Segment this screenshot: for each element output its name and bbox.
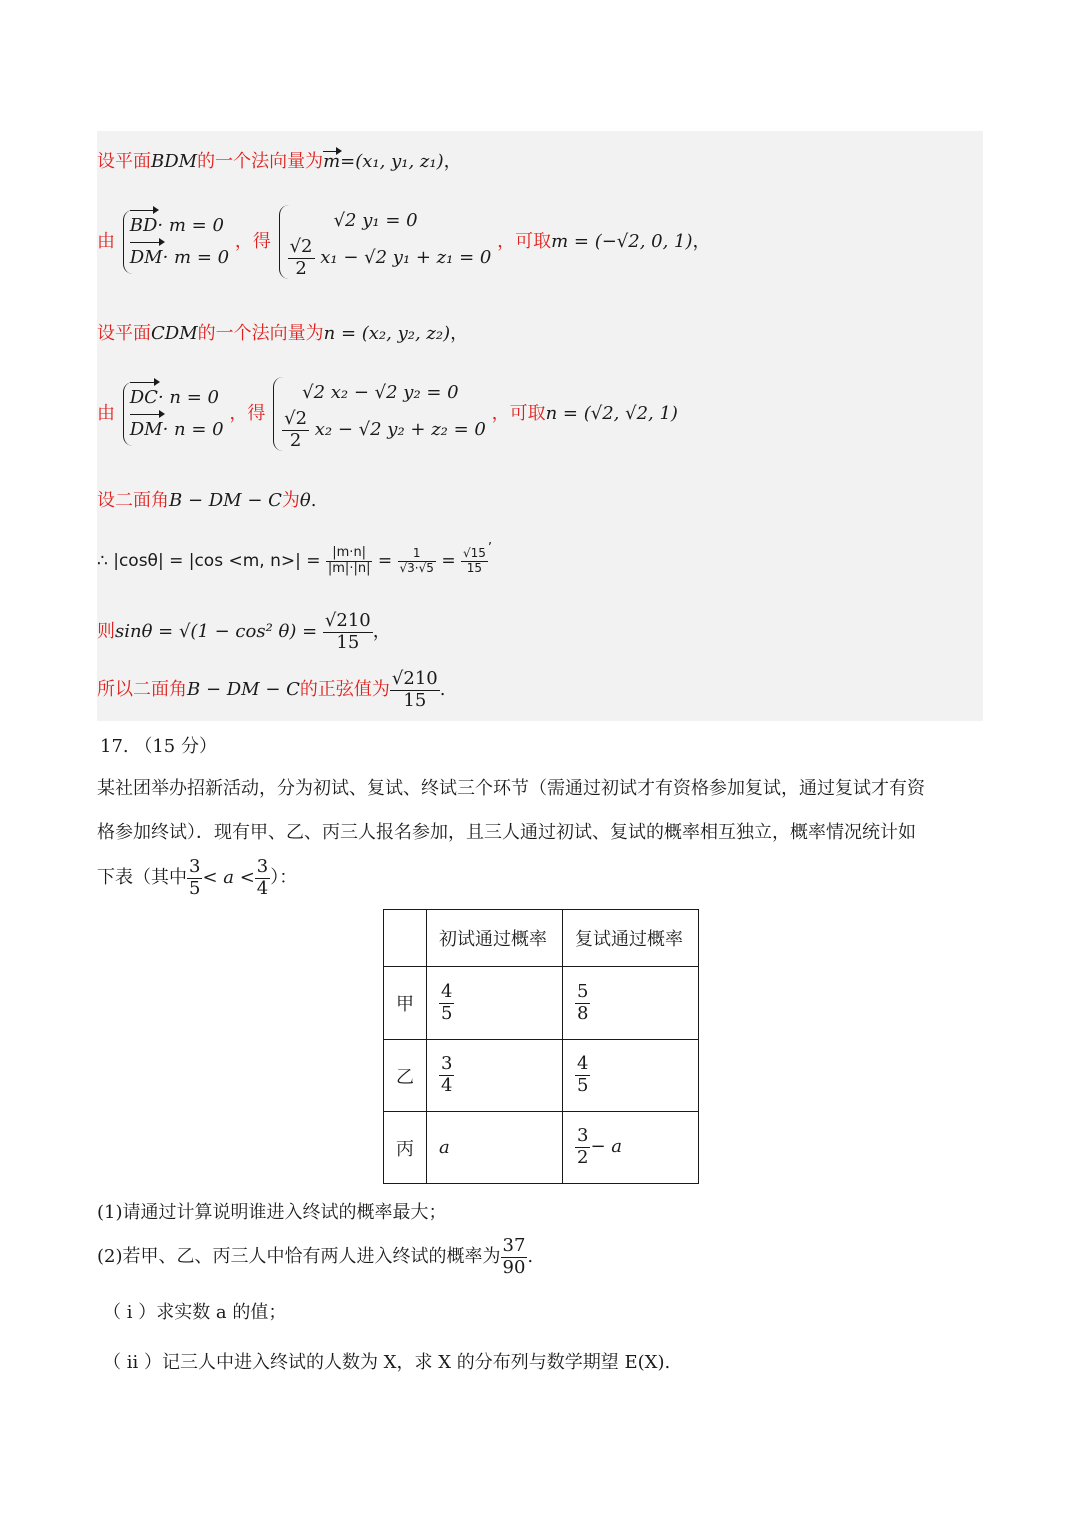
table-cell: [427, 967, 563, 1040]
expression-suffix: − a: [590, 1136, 622, 1158]
sub-question-1: (1)请通过计算说明谁进入终试的概率最大；: [97, 1202, 447, 1223]
fraction-denominator: 90: [502, 1256, 526, 1278]
equation-system: [123, 382, 224, 446]
equation-system: [273, 377, 486, 451]
table-cell-name: 丙: [384, 1112, 427, 1184]
fraction-denominator: 2: [577, 1147, 589, 1168]
text: ，得: [234, 231, 271, 253]
equals: =: [377, 551, 393, 571]
fraction-denominator: 5: [189, 877, 201, 899]
solution-line-3: [97, 319, 468, 345]
text: 由: [97, 231, 115, 253]
fraction-numerator: √210: [391, 668, 438, 689]
solution-line-5: [97, 486, 317, 512]
solution-line-7: [97, 611, 391, 653]
table-header-cell: 复试通过概率: [563, 910, 699, 967]
fraction-numerator: 37: [502, 1235, 526, 1256]
probability-table: [383, 909, 699, 1184]
fraction-denominator: 15: [403, 689, 427, 711]
question-paragraph-2: 格参加终试）．现有甲、乙、丙三人报名参加，且三人通过初试、复试的概率相互独立，概率情况统计如: [97, 822, 916, 843]
punct: .: [439, 679, 446, 701]
fraction-denominator: 15: [336, 631, 360, 653]
text: 的一个法向量为: [197, 151, 324, 172]
text: ）：: [270, 867, 298, 889]
table-row: [384, 1112, 699, 1184]
sin-expression: sinθ = √(1 − cos² θ) =: [115, 621, 318, 643]
fraction-numerator: 3: [189, 856, 201, 877]
table-cell-name: 甲: [384, 967, 427, 1040]
sub-question-2: [97, 1236, 533, 1278]
punct: ，: [692, 231, 711, 253]
fraction-numerator: √15: [462, 545, 486, 560]
punct: .: [310, 490, 317, 511]
cos-expression: ∴ |cosθ| = |cos <m, n>| =: [97, 551, 321, 571]
vector-dc: DC: [130, 382, 158, 414]
table-row: [384, 967, 699, 1040]
fraction-denominator: √3·√5: [399, 560, 434, 575]
punct: ，: [372, 621, 391, 643]
fraction-numerator: 3: [577, 1125, 589, 1147]
fraction-denominator: 15: [466, 560, 483, 575]
equals: =: [441, 551, 456, 571]
table-cell: [563, 1040, 699, 1112]
fraction-numerator: |m·n|: [326, 546, 373, 562]
solution-line-2: [97, 205, 711, 279]
fraction-denominator: 2: [289, 429, 302, 451]
solution-line-4: [97, 377, 678, 451]
punct: ，: [450, 323, 469, 344]
plane-name: CDM: [151, 323, 198, 344]
dihedral-angle: B − DM − C: [169, 490, 282, 511]
fraction-numerator: 1: [398, 547, 436, 562]
fraction-numerator: 3: [441, 1053, 453, 1075]
equation-system: [279, 205, 492, 279]
equation: · n = 0: [157, 387, 219, 409]
fraction-denominator: 4: [256, 877, 269, 899]
vector-dm: DM: [130, 414, 163, 446]
table-cell: [563, 1112, 699, 1184]
vector-bd: BD: [130, 210, 158, 242]
text: ，可取: [497, 231, 552, 253]
sub-question-2-ii: （ ii ）记三人中进入终试的人数为 X，求 X 的分布列与数学期望 E(X).: [103, 1352, 671, 1373]
text: 为: [281, 490, 300, 511]
fraction-denominator: 8: [577, 1002, 589, 1024]
text: (2)若甲、乙、丙三人中恰有两人进入终试的概率为: [97, 1246, 501, 1268]
vector-components: =(x₁, y₁, z₁): [340, 151, 444, 172]
solution-line-1: [97, 147, 462, 173]
text: 下表（其中: [97, 867, 187, 889]
equation: √2 y₁ = 0: [333, 210, 418, 231]
text: 所以二面角: [97, 679, 187, 701]
text: ，得: [229, 403, 266, 425]
text: 设平面: [97, 323, 151, 344]
table-header-cell: 初试通过概率: [427, 910, 563, 967]
theta: θ: [299, 490, 311, 511]
fraction-numerator: 5: [577, 980, 589, 1002]
fraction-numerator: 4: [577, 1053, 589, 1075]
solution-block: [97, 131, 983, 721]
fraction-numerator: 3: [256, 856, 269, 877]
equation: · n = 0: [162, 419, 224, 441]
fraction-numerator: √2: [284, 408, 308, 429]
fraction-denominator: 2: [295, 257, 307, 279]
fraction-denominator: 5: [441, 1002, 453, 1024]
text: 的正弦值为: [299, 679, 390, 701]
question-paragraph-1: 某社团举办招新活动，分为初试、复试、终试三个环节（需通过初试才有资格参加复试，通过复试才有资: [97, 778, 925, 799]
equation: x₁ − √2 y₁ + z₁ = 0: [320, 247, 492, 269]
fraction-denominator: |m|·|n|: [327, 560, 371, 576]
equation: x₂ − √2 y₂ + z₂ = 0: [314, 419, 486, 441]
equation: √2 x₂ − √2 y₂ = 0: [302, 382, 459, 403]
plane-name: BDM: [151, 151, 198, 172]
fraction-denominator: 4: [441, 1075, 453, 1096]
table-cell: [563, 967, 699, 1040]
equation: · m = 0: [157, 215, 224, 237]
text: 设二面角: [97, 490, 169, 511]
vector-components: n = (x₂, y₂, z₂): [323, 323, 451, 344]
text: 的一个法向量为: [197, 323, 324, 344]
equation: · m = 0: [162, 247, 230, 269]
solution-line-6: [97, 541, 492, 576]
fraction-numerator: √210: [324, 610, 371, 631]
fraction-numerator: 4: [441, 980, 453, 1002]
table-row: [384, 1040, 699, 1112]
fraction-numerator: √2: [289, 236, 313, 257]
text: 由: [97, 403, 115, 425]
sub-question-2-i: （ i ）求实数 a 的值；: [103, 1302, 287, 1323]
inequality: < a <: [202, 867, 255, 889]
punct: ’: [487, 541, 493, 556]
equation-system: [123, 210, 229, 274]
question-number: 17. （15 分）: [100, 736, 217, 757]
text: 则: [97, 621, 115, 643]
text: ，可取: [491, 403, 546, 425]
text: 设平面: [97, 151, 151, 172]
table-cell-name: 乙: [384, 1040, 427, 1112]
fraction-denominator: 5: [577, 1075, 589, 1096]
table-header-row: [384, 910, 699, 967]
vector-result: m = (−√2, 0, 1): [551, 231, 693, 253]
dihedral-angle: B − DM − C: [187, 679, 300, 701]
punct: ，: [443, 151, 462, 172]
table-header-cell: [384, 910, 427, 967]
vector-dm: DM: [130, 242, 163, 274]
table-cell: a: [427, 1112, 563, 1184]
punct: .: [527, 1246, 534, 1268]
solution-line-8: [97, 669, 445, 711]
table-cell: [427, 1040, 563, 1112]
question-paragraph-3: [97, 857, 297, 899]
vector-result: n = (√2, √2, 1): [545, 403, 678, 425]
vector-m: m: [323, 151, 341, 172]
